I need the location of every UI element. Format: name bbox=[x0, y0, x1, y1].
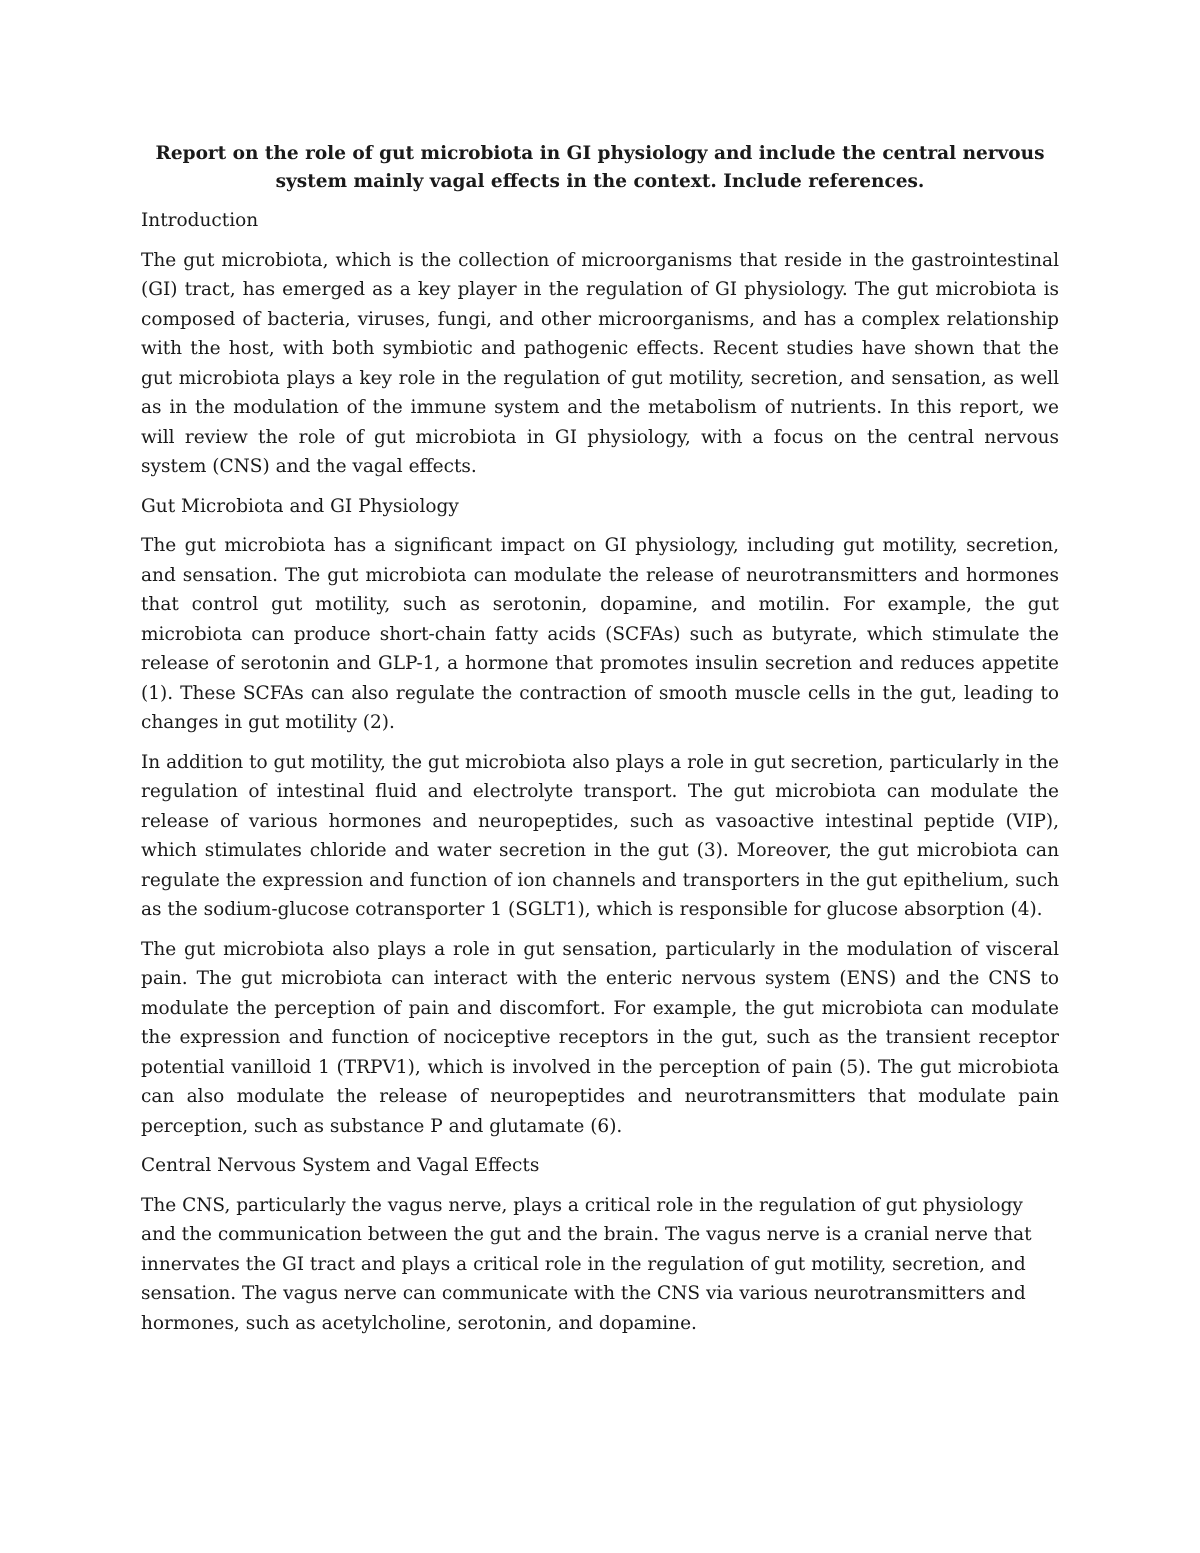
section-introduction bbox=[141, 206, 1059, 482]
paragraph: In addition to gut motility, the gut microbiota also plays a role in gut secretion, particularly in the regulation of intestinal fluid and electrolyte transport. The gut microbiota can modulate the release of various hormones and neuropeptides, such as vasoactive intestinal peptide (VIP), which stimulates chloride and water secretion in the gut (3). Moreover, the gut microbiota can regulate the expression and function of ion channels and transporters in the gut epithelium, such as the sodium-glucose cotransporter 1 (SGLT1), which is responsible for glucose absorption (4). bbox=[141, 751, 1059, 920]
section-heading: Gut Microbiota and GI Physiology bbox=[141, 495, 459, 517]
paragraph: The gut microbiota has a significant impact on GI physiology, including gut motility, secretion, and sensation. The gut microbiota can modulate the release of neurotransmitters and hormones that control gut motility, such as serotonin, dopamine, and motilin. For example, the gut microbiota can produce short-chain fatty acids (SCFAs) such as butyrate, which stimulate the release of serotonin and GLP-1, a hormone that promotes insulin secretion and reduces appetite (1). These SCFAs can also regulate the contraction of smooth muscle cells in the gut, leading to changes in gut motility (2). bbox=[141, 535, 1059, 733]
document-page bbox=[141, 140, 1059, 1348]
paragraph: The CNS, particularly the vagus nerve, plays a critical role in the regulation of gut physiology and the communication between the gut and the brain. The vagus nerve is a cranial nerve that innervates the GI tract and plays a critical role in the regulation of gut motility, secretion, and sensation. The vagus nerve can communicate with the CNS via various neurotransmitters and hormones, such as acetylcholine, serotonin, and dopamine. bbox=[141, 1194, 1032, 1334]
paragraph: The gut microbiota also plays a role in gut sensation, particularly in the modulation of visceral pain. The gut microbiota can interact with the enteric nervous system (ENS) and the CNS to modulate the perception of pain and discomfort. For example, the gut microbiota can modulate the expression and function of nociceptive receptors in the gut, such as the transient receptor potential vanilloid 1 (TRPV1), which is involved in the perception of pain (5). The gut microbiota can also modulate the release of neuropeptides and neurotransmitters that modulate pain perception, such as substance P and glutamate (6). bbox=[141, 938, 1059, 1137]
paragraph: The gut microbiota, which is the collection of microorganisms that reside in the gastrointestinal (GI) tract, has emerged as a key player in the regulation of GI physiology. The gut microbiota is composed of bacteria, viruses, fungi, and other microorganisms, and has a complex relationship with the host, with both symbiotic and pathogenic effects. Recent studies have shown that the gut microbiota plays a key role in the regulation of gut motility, secretion, and sensation, as well as in the modulation of the immune system and the metabolism of nutrients. In this report, we will review the role of gut microbiota in GI physiology, with a focus on the central nervous system (CNS) and the vagal effects. bbox=[141, 249, 1059, 477]
document-title: Report on the role of gut microbiota in GI physiology and include the central nervous system mainly vagal effects in the context. Include references. bbox=[155, 143, 1045, 192]
section-heading: Introduction bbox=[141, 210, 259, 231]
section-gut-microbiota-gi-physiology bbox=[141, 492, 1059, 1142]
section-heading: Central Nervous System and Vagal Effects bbox=[141, 1155, 540, 1176]
section-cns-vagal-effects bbox=[141, 1151, 1059, 1338]
